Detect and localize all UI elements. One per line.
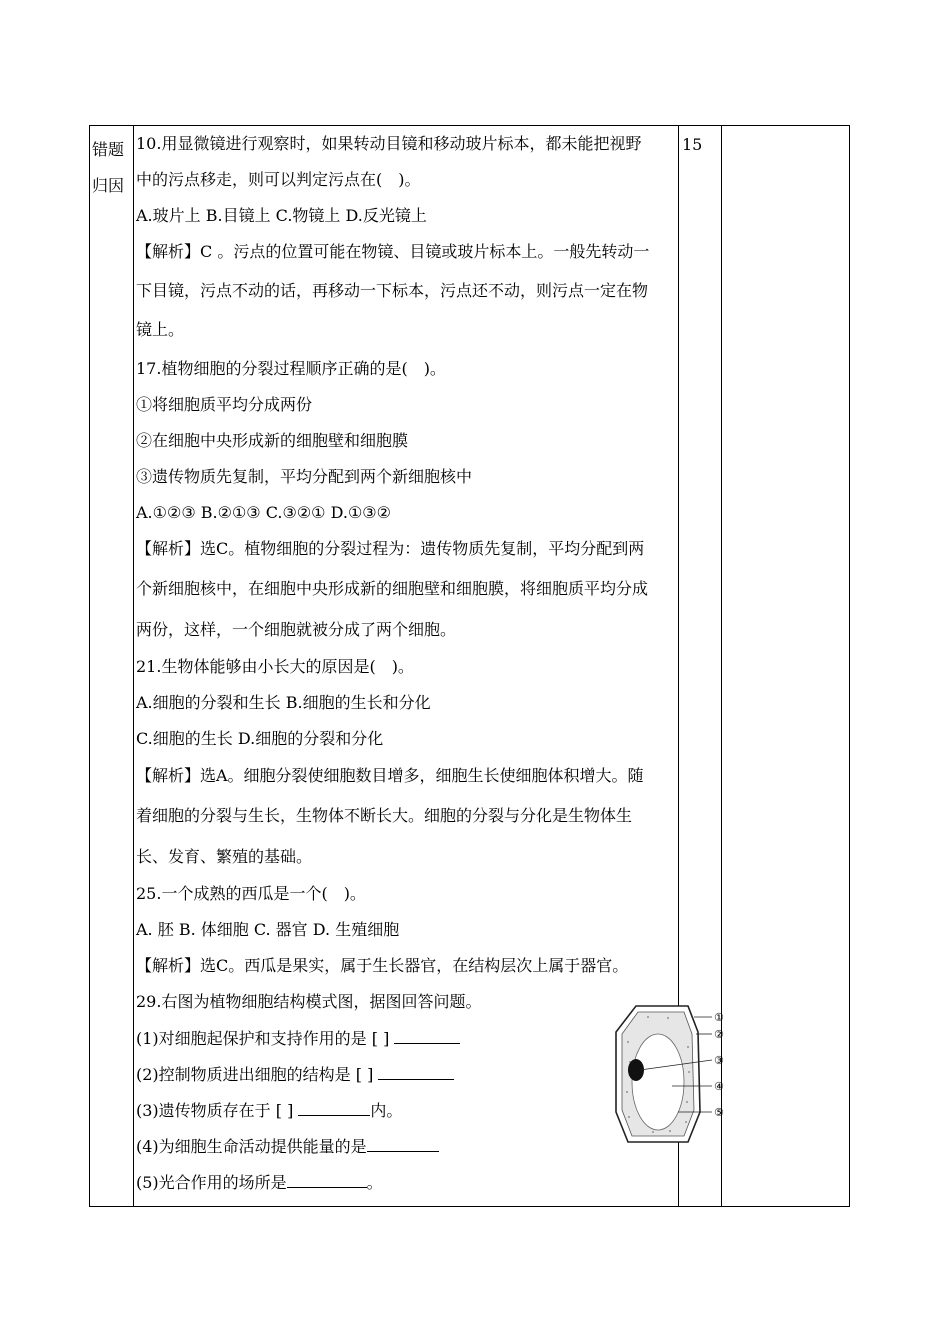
answer-blank[interactable] bbox=[394, 1029, 460, 1044]
question-suffix: 。 bbox=[366, 1173, 383, 1192]
text-line: 镜上。 bbox=[136, 320, 185, 339]
text-line: C.细胞的生长 D.细胞的分裂和分化 bbox=[136, 729, 384, 748]
question-text: (3)遗传物质存在于 [ ] bbox=[136, 1101, 299, 1120]
text-line: A.细胞的分裂和生长 B.细胞的生长和分化 bbox=[136, 693, 431, 712]
figure-label: ① bbox=[714, 1011, 724, 1024]
figure-label: ⑤ bbox=[714, 1106, 724, 1119]
question-suffix: 内。 bbox=[370, 1101, 403, 1120]
question-line bbox=[136, 1101, 402, 1121]
question-text: (5)光合作用的场所是 bbox=[136, 1173, 287, 1192]
answer-blank[interactable] bbox=[378, 1065, 454, 1080]
category-line: 错题 bbox=[92, 140, 125, 159]
text-line: 25.一个成熟的西瓜是一个( )。 bbox=[136, 884, 366, 903]
text-line: ②在细胞中央形成新的细胞壁和细胞膜 bbox=[136, 431, 409, 450]
text-line: 两份，这样，一个细胞就被分成了两个细胞。 bbox=[136, 620, 457, 639]
answer-table bbox=[89, 125, 850, 1207]
category-cell bbox=[92, 132, 132, 204]
text-line: ①将细胞质平均分成两份 bbox=[136, 395, 313, 414]
question-text: (4)为细胞生命活动提供能量的是 bbox=[136, 1137, 367, 1156]
text-line: 【解析】C 。污点的位置可能在物镜、目镜或玻片标本上。一般先转动一 bbox=[136, 242, 650, 261]
score-cell: 15 bbox=[682, 135, 703, 154]
plant-cell-diagram bbox=[608, 1002, 728, 1152]
text-line: 个新细胞核中，在细胞中央形成新的细胞壁和细胞膜，将细胞质平均分成 bbox=[136, 579, 649, 598]
question-text: (2)控制物质进出细胞的结构是 [ ] bbox=[136, 1065, 379, 1084]
text-line: 中的污点移走，则可以判定污点在( )。 bbox=[136, 170, 421, 189]
text-line: 下目镜，污点不动的话，再移动一下标本，污点还不动，则污点一定在物 bbox=[136, 281, 649, 300]
text-line: A. 胚 B. 体细胞 C. 器官 D. 生殖细胞 bbox=[136, 920, 400, 939]
question-text: (1)对细胞起保护和支持作用的是 [ ] bbox=[136, 1029, 395, 1048]
text-line: 长、发育、繁殖的基础。 bbox=[136, 847, 313, 866]
question-line bbox=[136, 1137, 439, 1157]
figure-label: ③ bbox=[714, 1054, 724, 1067]
question-line bbox=[136, 1173, 383, 1193]
question-line bbox=[136, 1029, 460, 1049]
answer-blank[interactable] bbox=[287, 1173, 367, 1188]
text-line: 【解析】选C。植物细胞的分裂过程为：遗传物质先复制，平均分配到两 bbox=[136, 539, 645, 558]
category-line: 归因 bbox=[92, 176, 125, 195]
question-line bbox=[136, 1065, 454, 1085]
text-line: 【解析】选A。细胞分裂使细胞数目增多，细胞生长使细胞体积增大。随 bbox=[136, 766, 644, 785]
text-line: ③遗传物质先复制，平均分配到两个新细胞核中 bbox=[136, 467, 473, 486]
text-line: 17.植物细胞的分裂过程顺序正确的是( )。 bbox=[136, 359, 446, 378]
text-line: 着细胞的分裂与生长，生物体不断长大。细胞的分裂与分化是生物体生 bbox=[136, 806, 633, 825]
text-line: 10.用显微镜进行观察时，如果转动目镜和移动玻片标本，都未能把视野 bbox=[136, 134, 642, 153]
vacuole bbox=[632, 1034, 684, 1130]
text-line: A.玻片上 B.目镜上 C.物镜上 D.反光镜上 bbox=[136, 206, 427, 225]
text-line: 21.生物体能够由小长大的原因是( )。 bbox=[136, 657, 414, 676]
text-line: 【解析】选C。西瓜是果实，属于生长器官，在结构层次上属于器官。 bbox=[136, 956, 629, 975]
text-line: A.①②③ B.②①③ C.③②① D.①③② bbox=[136, 503, 391, 522]
figure-label: ④ bbox=[714, 1080, 724, 1093]
answer-blank[interactable] bbox=[367, 1137, 439, 1152]
answer-blank[interactable] bbox=[298, 1101, 370, 1116]
text-line: 29.右图为植物细胞结构模式图，据图回答问题。 bbox=[136, 992, 482, 1011]
column-divider bbox=[133, 126, 134, 1206]
figure-label: ② bbox=[714, 1028, 724, 1041]
